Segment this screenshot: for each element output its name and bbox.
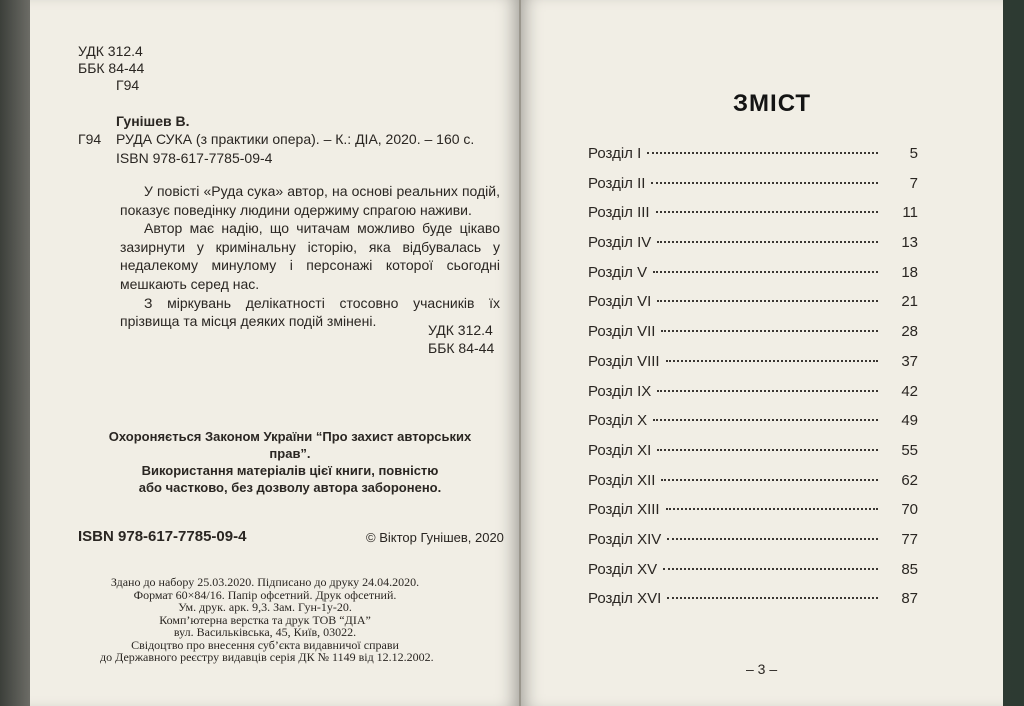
imprint-line: Ум. друк. арк. 9,3. Зам. Гун-1у-20. [178,600,352,614]
toc-page-number: 28 [901,323,918,341]
toc-dot-leader [661,479,878,481]
toc-page-number: 42 [901,382,918,400]
toc-page-number: 37 [901,352,918,370]
toc-dot-leader [661,330,878,332]
toc-page-number: 18 [901,263,918,281]
toc-page-number: 49 [901,412,918,430]
toc-row[interactable] [588,412,918,442]
toc-chapter-label: Розділ XIII [588,501,660,519]
bbk-code: ББК 84-44 [78,60,145,76]
toc-title: ЗМІСТ [733,90,812,117]
toc-dot-leader [656,211,878,213]
toc-chapter-label: Розділ V [588,263,648,281]
page-number: – 3 – [746,661,778,677]
imprint-line: Свідоцтво про внесення суб’єкта видавничої справи [131,637,399,652]
toc-page-number: 11 [902,204,918,222]
toc-chapter-label: Розділ II [588,174,646,192]
toc-chapter-label: Розділ IV [588,234,652,252]
toc-dot-leader [647,152,878,154]
toc-chapter-label: Розділ VI [588,293,652,311]
toc-dot-leader [657,449,878,451]
toc-row[interactable] [588,293,918,323]
toc-dot-leader [657,390,878,392]
toc-page-number: 85 [901,560,918,578]
copyright-line: © Віктор Гунішев, 2020 [366,530,504,545]
bibliographic-line: РУДА СУКА (з практики опера). – К.: ДІА, 2020. – 160 с. [116,131,475,147]
notice-line: або частково, без дозволу автора заборонено. [138,480,442,495]
toc-page-number: 21 [901,293,918,311]
toc-page-number: 5 [909,145,918,162]
toc-dot-leader [651,182,878,184]
description-paragraph: У повісті «Руда сука» автор, на основі реальних подій, показує поведінку людини одержиму спрагою наживи. [120,183,500,218]
toc-row[interactable] [588,353,918,383]
toc-dot-leader [657,300,878,302]
toc-chapter-label: Розділ VIII [588,352,660,370]
imprint-line: до Державного реєстру видавців серія ДК № 1149 від 12.12.2002. [100,650,434,664]
bbk-code-right: ББК 84-44 [428,340,495,356]
description-paragraph: Автор має надію, що читачам можливо буде цікаво зазирнути у кримінальну історію, яка відбувалась у недалекому минулому і персонажі которої сьогодні мешкають серед нас. [120,220,500,292]
toc-chapter-label: Розділ IX [588,382,652,400]
udk-code: УДК 312.4 [78,43,143,59]
toc-dot-leader [667,597,878,599]
toc-dot-leader [653,419,878,421]
toc-row[interactable] [588,590,918,620]
toc-row[interactable] [588,531,918,561]
author-name: Гунішев В. [116,113,190,129]
toc-row[interactable] [588,472,918,502]
toc-chapter-label: Розділ III [588,204,650,222]
toc-row[interactable] [588,145,918,175]
imprint-line: Здано до набору 25.03.2020. Підписано до друку 24.04.2020. [110,575,420,589]
notice-line: Охороняється Законом України “Про захист авторських прав”. [108,429,472,461]
imprint-line: вул. Васильківська, 45, Київ, 03022. [173,625,357,639]
isbn-bold: ISBN 978-617-7785-09-4 [78,528,247,545]
author-mark-side: Г94 [78,131,102,147]
toc-dot-leader [663,568,878,570]
book-spine [519,0,521,706]
toc-dot-leader [666,508,878,510]
isbn-line: ISBN 978-617-7785-09-4 [116,150,273,166]
imprint-line: Комп’ютерна верстка та друк ТОВ “ДІА” [159,612,371,627]
toc-dot-leader [653,271,878,273]
toc-chapter-label: Розділ VII [588,323,656,341]
toc-chapter-label: Розділ XIV [588,530,662,548]
toc-chapter-label: Розділ XVI [588,590,662,608]
imprint-line: Формат 60×84/16. Папір офсетний. Друк офсетний. [133,587,397,602]
toc-row[interactable] [588,323,918,353]
toc-page-number: 13 [901,234,918,252]
copyright-notice [90,428,490,496]
toc-page-number: 77 [901,530,918,548]
toc-dot-leader [666,360,878,362]
toc-dot-leader [667,538,878,540]
toc-row[interactable] [588,175,918,205]
table-of-contents [588,145,918,620]
toc-page-number: 62 [901,471,918,489]
toc-page-number: 70 [901,501,918,519]
imprint-block [100,575,434,664]
toc-page-number: 7 [909,174,918,192]
toc-row[interactable] [588,383,918,413]
toc-chapter-label: Розділ XII [588,471,656,489]
author-mark: Г94 [116,77,140,93]
toc-dot-leader [657,241,878,243]
toc-page-number: 87 [901,590,918,608]
toc-row[interactable] [588,501,918,531]
book-description [120,182,500,331]
toc-row[interactable] [588,234,918,264]
udk-code-right: УДК 312.4 [428,322,493,338]
toc-chapter-label: Розділ X [588,412,648,430]
toc-chapter-label: Розділ I [588,145,642,162]
toc-row[interactable] [588,204,918,234]
toc-chapter-label: Розділ XI [588,441,652,459]
description-paragraph: З міркувань делікатності стосовно учасників їх прізвища та місця деяких подій змінені. [120,294,500,330]
toc-chapter-label: Розділ XV [588,560,658,578]
toc-row[interactable] [588,561,918,591]
toc-row[interactable] [588,264,918,294]
notice-line: Використання матеріалів цієї книги, повністю [141,463,439,478]
toc-page-number: 55 [901,441,918,459]
toc-row[interactable] [588,442,918,472]
